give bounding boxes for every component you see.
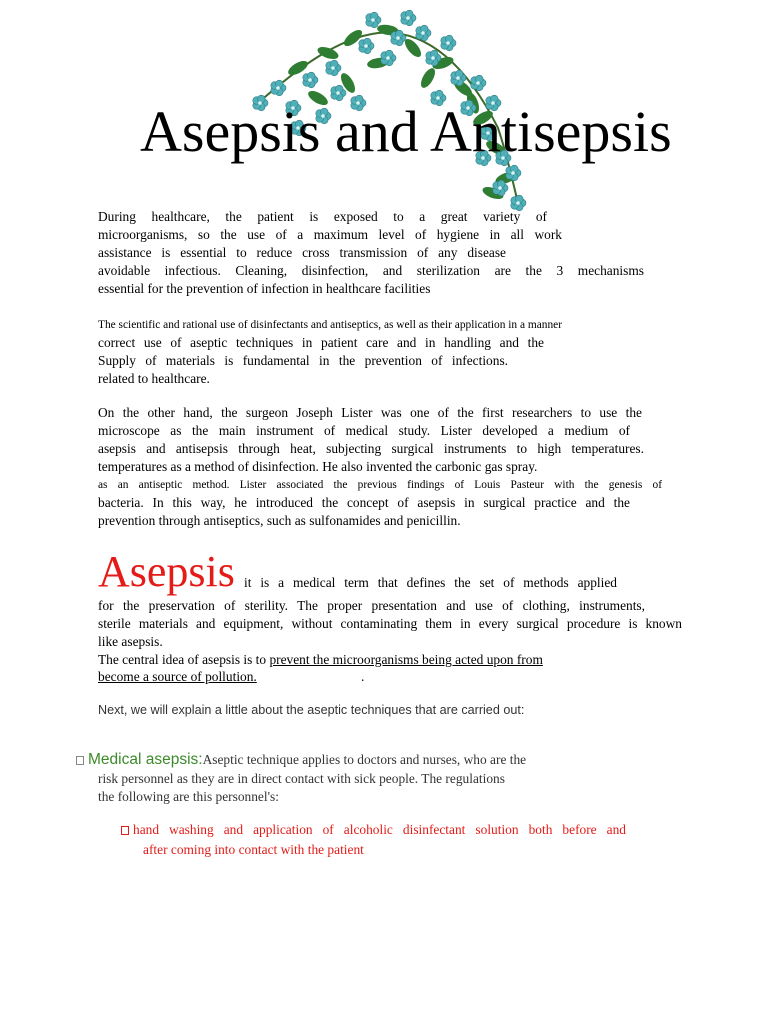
intro-line: essential for the prevention of infection in healthcare facilities	[98, 281, 431, 296]
intro-line: assistance is essential to reduce cross transmission of any disease	[98, 245, 506, 260]
disinfectants-line: The scientific and rational use of disinfectants and antiseptics, as well as their application in a manner	[98, 319, 563, 331]
disinfectants-line: correct use of aseptic techniques in patient care and in handling and the	[98, 335, 544, 350]
medical-asepsis-line: the following are this personnel's:	[98, 789, 279, 804]
asepsis-line: sterile materials and equipment, without contaminating them in every surgical procedure is known	[98, 616, 682, 631]
hand-washing-line	[121, 821, 626, 839]
medical-asepsis-first-line	[76, 751, 526, 769]
central-idea-text: The central idea of asepsis is to	[98, 652, 267, 667]
lister-line: On the other hand, the surgeon Joseph Lister was one of the first researchers to use the	[98, 405, 642, 420]
intro-line: avoidable infectious. Cleaning, disinfection, and sterilization are the 3 mechanisms	[98, 263, 644, 278]
checkbox-bullet-icon	[76, 756, 84, 765]
medical-asepsis-label: Medical asepsis:	[88, 751, 203, 768]
next-line: Next, we will explain a little about the aseptic techniques that are carried out:	[98, 703, 525, 717]
disinfectants-line: Supply of materials is fundamental in the prevention of infections.	[98, 353, 508, 368]
asepsis-line	[98, 668, 364, 686]
intro-line: microorganisms, so the use of a maximum level of hygiene in all work	[98, 227, 562, 242]
lister-line: prevention through antiseptics, such as sulfonamides and penicillin.	[98, 513, 461, 528]
central-idea-underlined: prevent the microorganisms being acted upon from	[269, 652, 543, 667]
central-idea-underlined: become a source of pollution.	[98, 669, 257, 684]
medical-asepsis-text: Aseptic technique applies to doctors and nurses, who are the	[202, 752, 527, 767]
disinfectants-line: related to healthcare.	[98, 371, 210, 386]
asepsis-line: for the preservation of sterility. The proper presentation and use of clothing, instruments,	[98, 598, 645, 613]
page-title: Asepsis and Antisepsis	[140, 99, 672, 164]
hand-washing-line: after coming into contact with the patient	[143, 842, 364, 857]
asepsis-central-idea	[98, 651, 676, 669]
asepsis-line: like asepsis.	[98, 634, 163, 649]
central-idea-end: .	[361, 669, 365, 684]
asepsis-line: it is a medical term that defines the set of methods applied	[244, 575, 617, 590]
lister-line: asepsis and antisepsis through heat, subjecting surgical instruments to high temperatures.	[98, 441, 644, 456]
intro-line: During healthcare, the patient is exposed to a great variety of	[98, 209, 547, 224]
hand-washing-text: hand washing and application of alcoholic disinfectant solution both before and	[133, 822, 626, 837]
lister-line: temperatures as a method of disinfection. He also invented the carbonic gas spray.	[98, 459, 538, 474]
lister-line: bacteria. In this way, he introduced the concept of asepsis in surgical practice and the	[98, 495, 630, 510]
asepsis-heading: Asepsis	[98, 547, 235, 596]
checkbox-bullet-icon	[121, 826, 129, 835]
lister-line: microscope as the main instrument of medical study. Lister developed a medium of	[98, 423, 630, 438]
medical-asepsis-line: risk personnel as they are in direct contact with sick people. The regulations	[98, 771, 505, 786]
lister-line: as an antiseptic method. Lister associated the previous findings of Louis Pasteur with the genesis of	[98, 479, 662, 491]
